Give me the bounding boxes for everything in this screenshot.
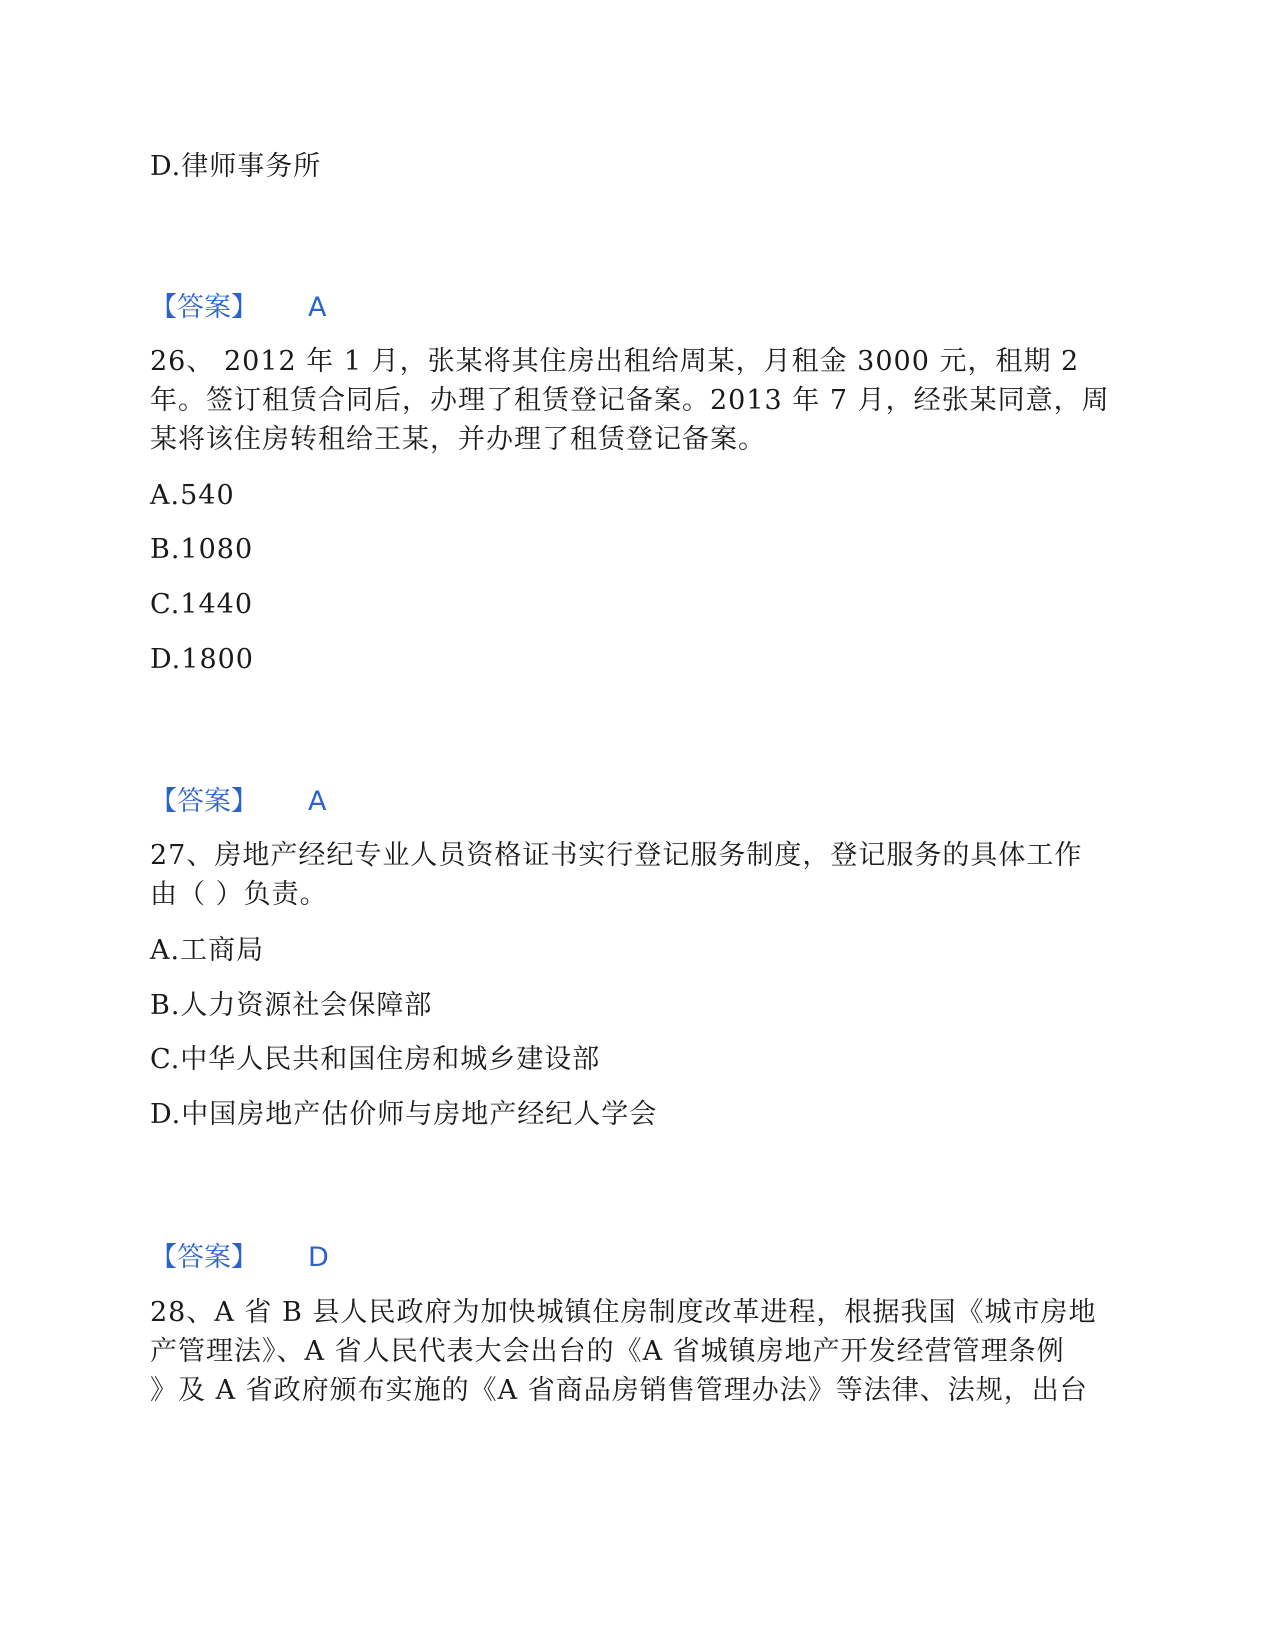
q28-stem-line-2: 产管理法》、A 省人民代表大会出台的《A 省城镇房地产开发经营管理条例: [150, 1336, 1065, 1367]
answer-label: 【答案】: [150, 1242, 258, 1273]
q26-option-b: B.1080: [150, 534, 254, 565]
answer-label: 【答案】: [150, 292, 258, 323]
q27-option-c: C.中华人民共和国住房和城乡建设部: [150, 1044, 601, 1075]
q25-answer: [150, 288, 326, 328]
answer-value: A: [308, 786, 327, 817]
q25-option-d: D.律师事务所: [150, 151, 322, 182]
q28-stem-line-1: 28、A 省 B 县人民政府为加快城镇住房制度改革进程，根据我国《城市房地: [150, 1297, 1097, 1328]
answer-value: A: [308, 292, 327, 323]
q27-option-a: A.工商局: [150, 935, 265, 966]
answer-value: D: [308, 1242, 329, 1273]
q27-option-b: B.人力资源社会保障部: [150, 990, 433, 1021]
q27-stem-line-2: 由（ ）负责。: [150, 879, 328, 910]
q26-option-c: C.1440: [150, 589, 253, 620]
q26-answer: [150, 782, 326, 822]
q27-answer: [150, 1238, 329, 1278]
q27-option-d: D.中国房地产估价师与房地产经纪人学会: [150, 1099, 658, 1130]
q26-option-d: D.1800: [150, 644, 254, 675]
q28-stem-line-3: 》及 A 省政府颁布实施的《A 省商品房销售管理办法》等法律、法规，出台: [150, 1375, 1088, 1406]
q26-stem-line-2: 年。签订租赁合同后，办理了租赁登记备案。2013 年 7 月，经张某同意，周: [150, 385, 1110, 416]
answer-label: 【答案】: [150, 786, 258, 817]
q26-option-a: A.540: [150, 480, 235, 511]
q27-stem-line-1: 27、房地产经纪专业人员资格证书实行登记服务制度，登记服务的具体工作: [150, 840, 1083, 871]
q26-stem-line-1: 26、 2012 年 1 月，张某将其住房出租给周某，月租金 3000 元，租期 2: [150, 346, 1080, 377]
q26-stem-line-3: 某将该住房转租给王某，并办理了租赁登记备案。: [150, 424, 766, 455]
